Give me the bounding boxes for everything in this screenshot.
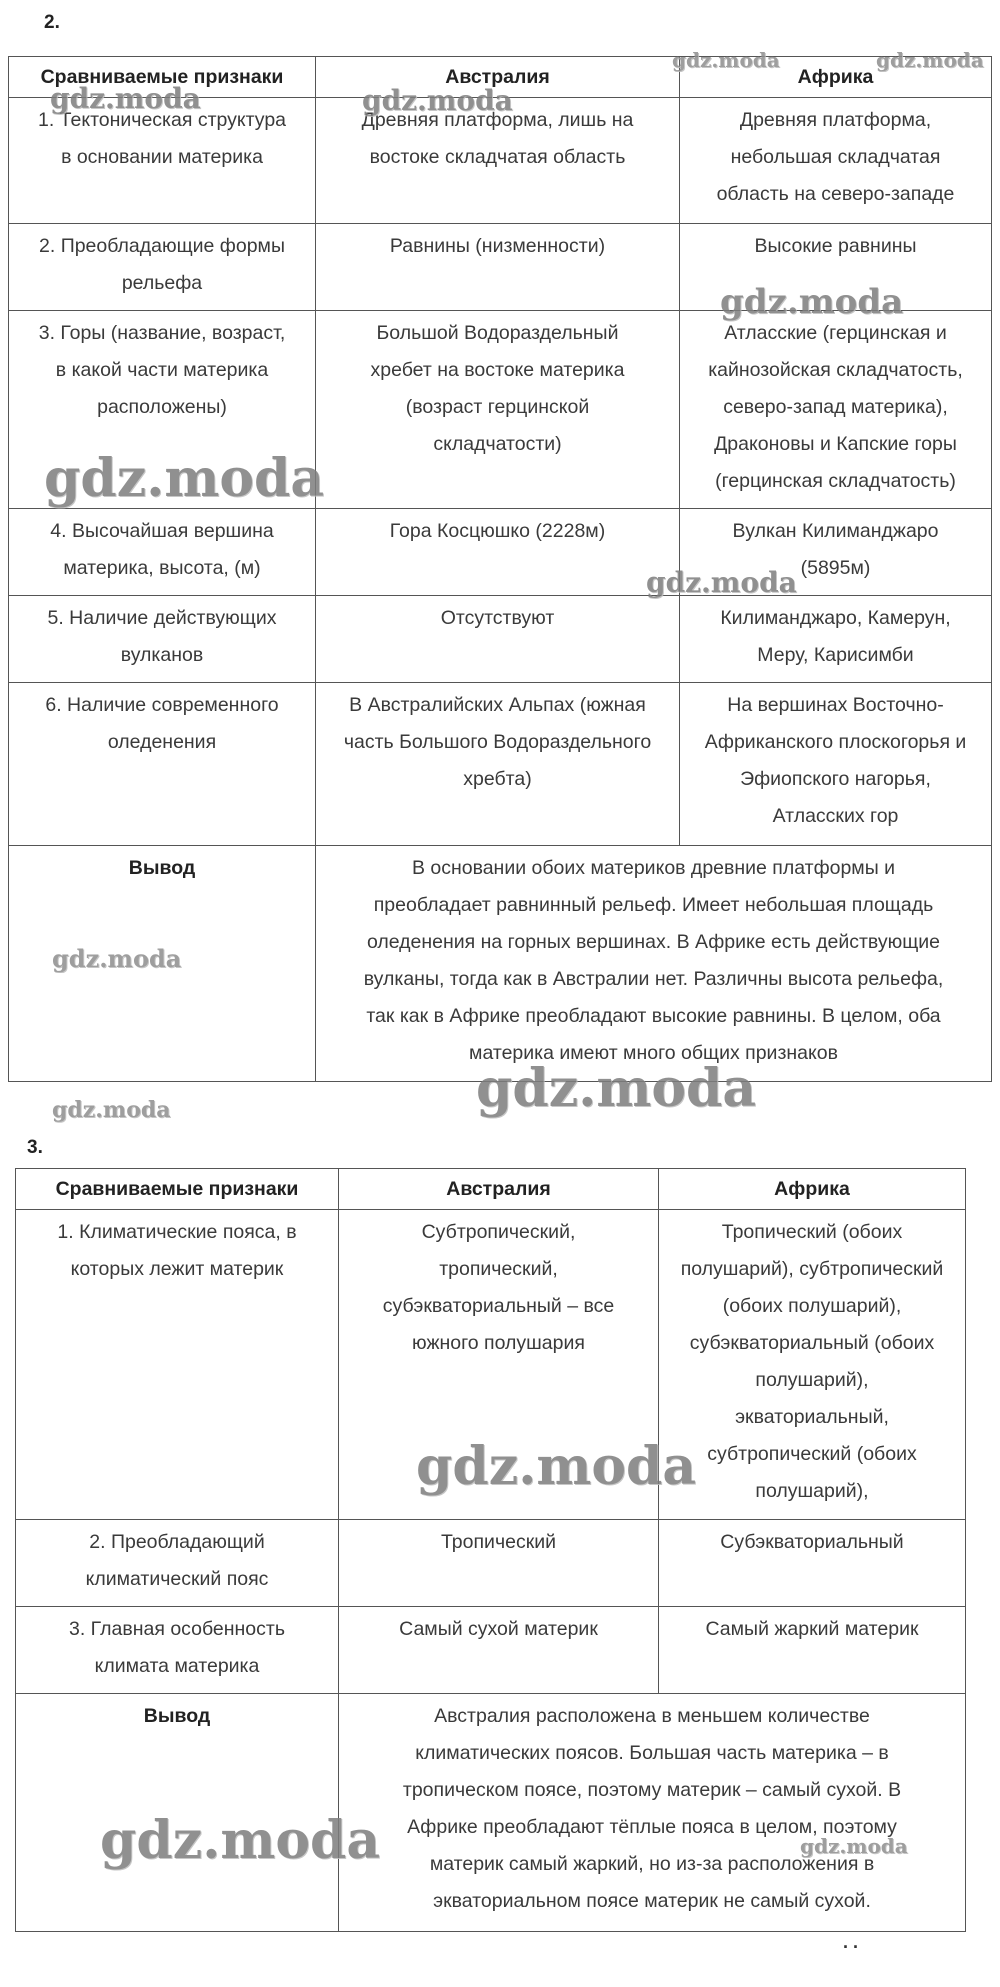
- text-line: 5. Наличие действующих: [47, 607, 277, 629]
- feature-cell: [9, 98, 316, 224]
- africa-cell: [680, 683, 992, 846]
- table-header-row: [9, 57, 992, 98]
- australia-cell: [316, 683, 680, 846]
- text-line: На вершинах Восточно-: [727, 694, 944, 716]
- australia-cell: [316, 98, 680, 224]
- text-line: Австралия расположена в меньшем количестве: [434, 1705, 870, 1727]
- text-line: 1. Климатические пояса, в: [57, 1221, 297, 1243]
- text-line: оледенения на горных вершинах. В Африке есть действующие: [366, 931, 941, 953]
- footer-mark: . .: [843, 1932, 859, 1952]
- text-line: субэкваториальный (обоих: [689, 1332, 935, 1354]
- africa-cell: [680, 311, 992, 509]
- text-line: Самый жаркий материк: [705, 1618, 919, 1640]
- text-line: (герцинская складчатость): [715, 470, 956, 492]
- text-line: в какой части материка: [55, 359, 269, 381]
- text-line: 2. Преобладающие формы: [39, 235, 285, 257]
- text-line: (возраст герцинской: [405, 396, 590, 418]
- text-line: В основании обоих материков древние платформы и: [411, 857, 896, 879]
- table-row: [9, 509, 992, 596]
- watermark: gdz.moda: [672, 48, 780, 72]
- text-line: полушарий),: [755, 1369, 869, 1391]
- text-line: Атласские (герцинская и: [724, 322, 947, 344]
- comparison-table-relief: [8, 56, 992, 1082]
- text-line: складчатости): [433, 433, 562, 455]
- watermark: gdz.moda: [44, 448, 325, 509]
- feature-cell: [9, 596, 316, 683]
- text-line: Драконовы и Капские горы: [714, 433, 957, 455]
- text-line: вулканов: [120, 644, 204, 666]
- conclusion-label: [9, 846, 316, 1082]
- table-row: [9, 224, 992, 311]
- header-australia: Австралия: [316, 57, 680, 98]
- text-line: материк самый жаркий, но из-за расположения в: [429, 1853, 875, 1875]
- text-line: Большой Водораздельный: [376, 322, 619, 344]
- text-line: Самый сухой материк: [399, 1618, 598, 1640]
- africa-cell: [680, 596, 992, 683]
- text-line: вулканы, тогда как в Австралии нет. Различны высота рельефа,: [363, 968, 944, 990]
- africa-cell: [659, 1607, 966, 1694]
- text-line: 3. Главная особенность: [69, 1618, 285, 1640]
- text-line: тропический,: [439, 1258, 558, 1280]
- table-header-row: [16, 1169, 966, 1210]
- conclusion-text: [316, 846, 992, 1082]
- text-line: Африке преобладают тёплые пояса в целом, поэтому: [407, 1816, 897, 1838]
- watermark: gdz.moda: [52, 1097, 171, 1123]
- feature-cell: [9, 224, 316, 311]
- comparison-table-climate: [15, 1168, 966, 1932]
- text-line: Субтропический,: [421, 1221, 576, 1243]
- australia-cell: [316, 596, 680, 683]
- section-2-number: 2.: [44, 12, 60, 33]
- text-line: Вулкан Килиманджаро: [732, 520, 939, 542]
- text-line: область на северо-западе: [716, 183, 955, 205]
- watermark: gdz.moda: [720, 282, 904, 322]
- text-line: Равнины (низменности): [389, 235, 606, 257]
- africa-cell: [659, 1210, 966, 1520]
- text-line: климата материка: [94, 1655, 260, 1677]
- watermark: gdz.moda: [362, 84, 513, 117]
- text-line: Тропический: [440, 1531, 557, 1553]
- text-line: оледенения: [107, 731, 217, 753]
- australia-cell: [339, 1607, 659, 1694]
- text-line: субэкваториальный – все: [382, 1295, 615, 1317]
- text-line: материка, высота, (м): [63, 557, 261, 579]
- text-line: субтропический (обоих: [707, 1443, 917, 1465]
- text-line: кайнозойская складчатость,: [708, 359, 963, 381]
- australia-cell: [339, 1210, 659, 1520]
- australia-cell: [316, 224, 680, 311]
- text-line: экваториальный,: [735, 1406, 889, 1428]
- text-line: Древняя платформа,: [739, 109, 932, 131]
- text-line: материка имеют много общих признаков: [469, 1042, 838, 1064]
- text-line: южного полушария: [412, 1332, 585, 1354]
- text-line: северо-запад материка),: [723, 396, 948, 418]
- text-line: В Австралийских Альпах (южная: [349, 694, 646, 716]
- text-line: Тропический (обоих: [721, 1221, 903, 1243]
- text-line: полушарий), субтропический: [680, 1258, 944, 1280]
- text-line: так как в Африке преобладают высокие равнины. В целом, оба: [366, 1005, 941, 1027]
- text-line: Высокие равнины: [754, 235, 917, 257]
- watermark: gdz.moda: [100, 1810, 381, 1871]
- watermark: gdz.moda: [416, 1436, 697, 1497]
- feature-cell: [16, 1607, 339, 1694]
- watermark: gdz.moda: [646, 566, 797, 599]
- text-line: часть Большого Водораздельного: [343, 731, 652, 753]
- africa-cell: [680, 98, 992, 224]
- australia-cell: [316, 311, 680, 509]
- feature-cell: [9, 311, 316, 509]
- text-line: 1. Тектоническая структура: [37, 109, 287, 131]
- text-line: 2. Преобладающий: [89, 1531, 265, 1553]
- watermark: gdz.moda: [52, 944, 182, 973]
- text-line: тропическом поясе, поэтому материк – самый сухой. В: [402, 1779, 902, 1801]
- text-line: экваториальном поясе материк не самый сухой.: [433, 1890, 871, 1912]
- watermark: gdz.moda: [476, 1058, 757, 1119]
- header-feature: Сравниваемые признаки: [9, 57, 316, 98]
- feature-cell: [9, 509, 316, 596]
- text-line: Отсутствуют: [440, 607, 555, 629]
- text-line: хребта): [463, 768, 532, 790]
- text-line: Субэкваториальный: [720, 1531, 904, 1553]
- table-row: [16, 1607, 966, 1694]
- text-line: Меру, Карисимби: [757, 644, 914, 666]
- header-feature: Сравниваемые признаки: [16, 1169, 339, 1210]
- africa-cell: [680, 224, 992, 311]
- australia-cell: [316, 509, 680, 596]
- text-line: Атласских гор: [772, 805, 899, 827]
- header-africa: Африка: [680, 57, 992, 98]
- table-row: [9, 683, 992, 846]
- text-line: 3. Горы (название, возраст,: [38, 322, 286, 344]
- text-line: 4. Высочайшая вершина: [50, 520, 274, 542]
- text-line: Килиманджаро, Камерун,: [720, 607, 951, 629]
- text-line: климатических поясов. Большая часть материка – в: [415, 1742, 889, 1764]
- header-australia: Австралия: [339, 1169, 659, 1210]
- text-line: (5895м): [800, 557, 871, 579]
- table-row: [9, 98, 992, 224]
- text-line: востоке складчатая область: [369, 146, 626, 168]
- text-line: Вывод: [143, 1705, 211, 1727]
- feature-cell: [16, 1210, 339, 1520]
- watermark: gdz.moda: [876, 48, 984, 72]
- text-line: климатический пояс: [85, 1568, 269, 1590]
- text-line: (обоих полушарий),: [722, 1295, 902, 1317]
- table-row: [9, 311, 992, 509]
- text-line: Вывод: [128, 857, 196, 879]
- text-line: рельефа: [121, 272, 203, 294]
- text-line: которых лежит материк: [70, 1258, 284, 1280]
- text-line: в основании материка: [61, 146, 263, 168]
- watermark: gdz.moda: [50, 82, 201, 115]
- table-row: [9, 596, 992, 683]
- conclusion-row: [9, 846, 992, 1082]
- watermark: gdz.moda: [800, 1834, 908, 1858]
- conclusion-row: [16, 1694, 966, 1932]
- text-line: Эфиопского нагорья,: [740, 768, 931, 790]
- text-line: хребет на востоке материка: [370, 359, 625, 381]
- text-line: преобладает равнинный рельеф. Имеет небольшая площадь: [373, 894, 934, 916]
- header-africa: Африка: [659, 1169, 966, 1210]
- australia-cell: [339, 1520, 659, 1607]
- conclusion-label: [16, 1694, 339, 1932]
- text-line: Гора Косцюшко (2228м): [389, 520, 606, 542]
- table-row: [16, 1210, 966, 1520]
- text-line: Древняя платформа, лишь на: [361, 109, 634, 131]
- text-line: Африканского плоскогорья и: [704, 731, 967, 753]
- section-3-number: 3.: [27, 1137, 43, 1158]
- feature-cell: [16, 1520, 339, 1607]
- feature-cell: [9, 683, 316, 846]
- text-line: 6. Наличие современного: [45, 694, 279, 716]
- table-row: [16, 1520, 966, 1607]
- africa-cell: [659, 1520, 966, 1607]
- text-line: небольшая складчатая: [730, 146, 941, 168]
- text-line: полушарий),: [755, 1480, 869, 1502]
- text-line: расположены): [97, 396, 227, 418]
- conclusion-text: [339, 1694, 966, 1932]
- africa-cell: [680, 509, 992, 596]
